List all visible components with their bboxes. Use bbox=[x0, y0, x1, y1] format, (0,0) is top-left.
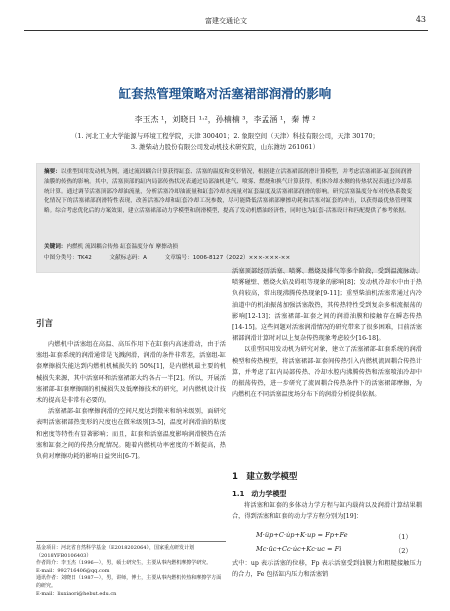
document-code: 文献标志码：A bbox=[109, 255, 147, 261]
footnote-line: 基金项目：河北省自然科学基金（E2018202064），国家重点研发计划（2018YFB0106403） bbox=[36, 545, 194, 559]
running-header bbox=[24, 14, 428, 31]
footnote-line: E-mail：992716406@qq.com bbox=[36, 567, 110, 574]
section-text: 将活塞和缸套的多体动力学方程与缸内载荷以及润滑计算结果耦合，得到活塞和缸套的动力学方程分别为[19]： bbox=[232, 502, 422, 521]
intro-paragraph: 活塞顶部经历活塞、喷雾、燃烧及排气等多个阶段，受到温流脉动、喷雾碰壁、燃烧火焰及碍咀等现象的影响[8]；发动机冷却水中由于热负荷较高，常出现沸腾传热现象[9-11]；重型柴油机活塞常通过内冷油道中的机油振荡加强活塞散热，其传热特性受到复杂多相流振荡的影响[12-13]；活塞裙部-缸套之间的润滑油膜和接触存在瞬态传热[14-15]。这些问题对活塞润滑情况的研究带来了很多困难，目前活塞裙部润滑计算时对以上复杂传热现象考虑较少[16-18]。 bbox=[232, 268, 422, 343]
abstract-label: 摘要： bbox=[44, 169, 61, 175]
abstract-text: 以重型国用发动机为例，通过流固耦合计算获得缸套、活塞的温度和变形情况，根据建立活塞裙部润滑计算模型，并考虑活塞裙部-缸套间润滑油膜的传热的影响。其中，活塞顶部的缸内局部传热状况表通过局部油机建气、喷雾、燃烧和换气计算获得，机体冷却水侧的传热状况表通过冷却系统计算。通过调节活塞顶部冷却油流量，分析活塞冷却油流量和缸套冷却水流量对缸套温度及活塞裙部润滑的影响。研究活塞温度分布对传热系数变化情况下的活塞裙部润滑特性表现，改善活塞冷却和缸套冷却工况参数，尽可能降低活塞裙部摩擦功耗和活塞对缸套的冲击，以获得最优热管理策略。综合考虑优化后的方案效果，建立活塞裙部动力学模型和润滑模型，提高了发动机燃油经济性，同时也为缸套-活塞设计和匹配提供了参考依据。 bbox=[44, 169, 412, 215]
intro-body bbox=[36, 339, 226, 462]
journal-name: 富建交通论文 bbox=[205, 17, 247, 25]
equation-number: （2） bbox=[394, 547, 412, 555]
intro-paragraph: 活塞裙部-缸套摩擦润滑的空间尺度达到微米和纳米级别，面研究表明活塞裙部热变形的尺度也在微米级别[3-5]，温度对润滑油的粘度和密度等特性有显著影响；而且，缸套和活塞温度影响润滑膜热在活塞和缸套之间的传热分配情况。随着内燃机功率密度的不断提高，热负荷对摩擦功耗的影响日益突出[6-7]。 bbox=[36, 408, 226, 461]
subsection-heading: 1.1 动力学模型 bbox=[232, 490, 287, 498]
equation-2 bbox=[232, 545, 422, 553]
page-number: 43 bbox=[415, 15, 426, 24]
equation-text: Mc·üc+Cc·u̇c+Kc·uc = Fi bbox=[256, 545, 342, 553]
clc-number: 中图分类号：TK42 bbox=[44, 255, 92, 261]
affiliation-line: 3. 潍柴动力股份有限公司发动机技术研究院，山东潍坊 261061） bbox=[131, 143, 319, 151]
paper-title: 缸套热管理策略对活塞裙部润滑的影响 bbox=[118, 86, 332, 101]
affiliations bbox=[30, 131, 420, 153]
footnote-line: E-mail：liuxiaori@hebut.edu.cn bbox=[36, 590, 117, 597]
section-text: 式中：up 表示活塞的位移，Fp 表示活塞受到油膜力和粗糙接触压力的合力，Fe 包括缸内压力和活塞销 bbox=[232, 560, 422, 579]
equation-text: M·üp+C·u̇p+K·up = Fp+Fe bbox=[256, 531, 348, 539]
intro-paragraph: 内燃机中活塞组在高温、高压作用下在缸套内高速滑动，由于活塞组-缸套系统的润滑通常是飞溅润滑，润滑的条件非常差，活塞组-缸套摩擦损失能达到内燃机机械损失的 50%[1]，是内燃机最主要的机械损失来源，其中活塞环和活塞裙部大约各占一半[2]。所以，开展活塞裙部-缸套摩擦副的机械损失及低摩擦技术的研究，对内燃机设计技术的提高是非常有必要的。 bbox=[36, 341, 226, 405]
keywords bbox=[44, 243, 412, 253]
footnote-line: 通讯作者：刘晓日（1987—），男，讲师，博士，主要从事内燃机传热和摩擦学方面的研究。 bbox=[36, 575, 222, 589]
keywords-label: 关键词： bbox=[44, 244, 67, 250]
right-column bbox=[232, 266, 422, 400]
section-heading: 1 建立数学模型 bbox=[232, 472, 298, 482]
author-list: 李玉杰 ¹，刘晓日 ¹·²，孙楠楠 ³，李孟涵 ¹，秦 博 ² bbox=[134, 115, 316, 124]
intro-heading: 引言 bbox=[36, 319, 54, 329]
abstract bbox=[44, 168, 412, 217]
footnote bbox=[36, 541, 226, 598]
keywords-text: 内燃机 流固耦合传热 缸套温度分布 摩擦动损 bbox=[66, 244, 179, 250]
footnote-line: 作者简介：李玉杰（1996—），男，硕士研究生，主要从事内燃机摩擦学研究。 bbox=[36, 560, 212, 567]
article-number: 文章编号：1006-8127（2022）×××-×××-×× bbox=[164, 255, 291, 261]
section-paragraph bbox=[232, 500, 422, 522]
classification-line bbox=[44, 253, 412, 261]
equation-1 bbox=[232, 531, 422, 539]
equation-number: （1） bbox=[394, 533, 412, 541]
intro-paragraph: 以重型国用发动机为研究对象，建立了活塞裙部-缸套系统的润滑模型和传热模型，将活塞裙部-缸套间传热引入内燃机流固耦合传热计算，并考虑了缸内局部传热、冷却水腔内沸腾传热和活塞喷油冷却中的振荡传热，进一步研究了流固耦合传热条件下的活塞裙部摩擦，为内燃机在不同活塞温度场分布下的润滑分析提供依据。 bbox=[232, 346, 422, 399]
affiliation-line: （1. 河北工业大学能源与环境工程学院，天津 300401；2. 象限空间（天津）科技有限公司，天津 30170； bbox=[71, 132, 379, 140]
equation-explanation bbox=[232, 558, 422, 580]
